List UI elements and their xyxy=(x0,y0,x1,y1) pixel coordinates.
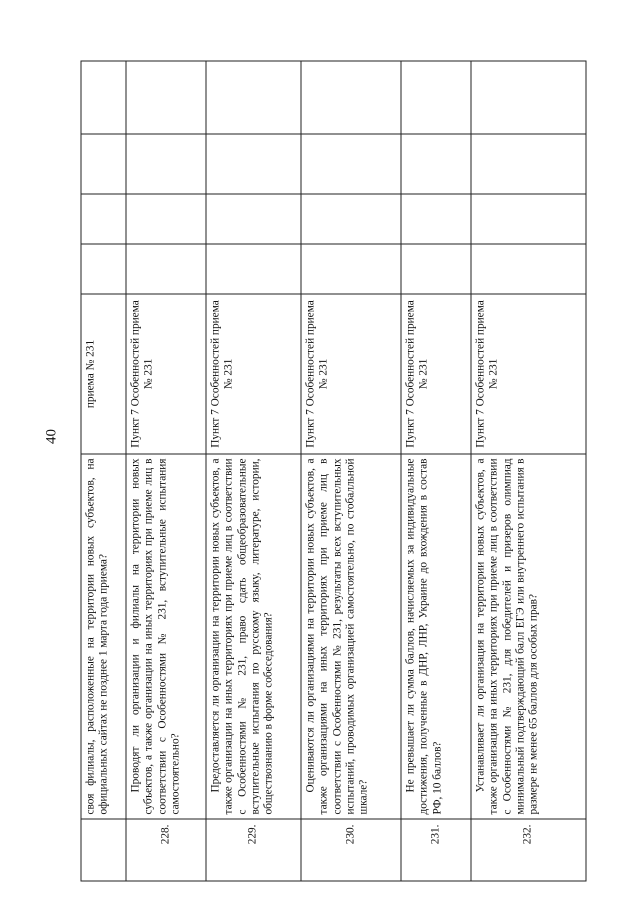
empty-cell xyxy=(471,134,586,194)
reference-cell-text: Пункт 7 Особенностей приема № 231 xyxy=(474,300,500,448)
row-number-cell xyxy=(81,819,126,881)
empty-cell xyxy=(206,134,301,194)
row-number-cell xyxy=(401,819,471,881)
empty-cell xyxy=(401,134,471,194)
question-cell xyxy=(206,454,301,819)
reference-cell-text: Пункт 7 Особенностей приема № 231 xyxy=(304,300,330,448)
page-number: 40 xyxy=(43,429,60,444)
question-cell xyxy=(471,454,586,819)
reference-cell-text: приема № 231 xyxy=(84,339,97,409)
table-row xyxy=(206,61,301,881)
question-cell-text: Проводят ли организации и филиалы на территории новых субъектов, а также организации на иных территориях при приеме лиц в соответствии с Особенностями № 231, вступительные испытания самостоятельно? xyxy=(129,458,182,815)
reference-cell xyxy=(126,294,206,454)
empty-cell xyxy=(126,61,206,134)
empty-cell xyxy=(301,61,401,134)
empty-cell xyxy=(126,244,206,294)
empty-cell xyxy=(471,244,586,294)
question-cell xyxy=(401,454,471,819)
table-row xyxy=(471,61,586,881)
row-number-cell xyxy=(126,819,206,881)
empty-cell xyxy=(81,134,126,194)
empty-cell xyxy=(81,244,126,294)
question-cell-text: Предоставляется ли организации на территории новых субъектов, а также организации на иных территориях при приеме лиц в соответствии с Особенностями № 231, право сдать общеобразовательные вступительные испытания по русскому языку, литературе, истории, обществознанию в форме собеседования? xyxy=(209,458,275,815)
empty-cell xyxy=(401,61,471,134)
reference-cell xyxy=(301,294,401,454)
empty-cell xyxy=(301,134,401,194)
reference-cell xyxy=(81,294,126,454)
empty-cell xyxy=(206,194,301,244)
question-cell-text: Не превышает ли сумма баллов, начисляемых за индивидуальные достижения, полученные в ДНР, ЛНР, Украине до вхождения в состав РФ, 10 баллов? xyxy=(404,458,444,815)
table-row xyxy=(81,61,126,881)
question-cell-text: своя филиалы, расположенные на территории новых субъектов, на официальных сайтах не позднее 1 марта года приема? xyxy=(84,458,110,815)
question-cell xyxy=(301,454,401,819)
table-row xyxy=(126,61,206,881)
question-cell-text: Устанавливает ли организация на территории новых субъектов, а также организация на иных территориях при приеме лиц в соответствии с Особенностями № 231, для победителей и призеров олимпиад минимальный подтверждающий балл ЕГЭ или внутреннего испытания в размере не менее 65 баллов для особых прав? xyxy=(474,458,540,815)
empty-cell xyxy=(301,194,401,244)
row-number-cell xyxy=(206,819,301,881)
reference-cell xyxy=(471,294,586,454)
question-cell xyxy=(81,454,126,819)
checklist-table xyxy=(81,61,587,882)
row-number-cell-text: 231. xyxy=(429,824,442,845)
table-row xyxy=(401,61,471,881)
empty-cell xyxy=(301,244,401,294)
empty-cell xyxy=(206,61,301,134)
reference-cell-text: Пункт 7 Особенностей приема № 231 xyxy=(404,300,430,448)
rotated-table-container xyxy=(81,62,586,882)
empty-cell xyxy=(126,194,206,244)
reference-cell-text: Пункт 7 Особенностей приема № 231 xyxy=(129,300,155,448)
row-number-cell-text: 232. xyxy=(521,824,534,845)
row-number-cell-text: 230. xyxy=(344,824,357,845)
row-number-cell-text: 229. xyxy=(246,824,259,845)
empty-cell xyxy=(206,244,301,294)
empty-cell xyxy=(126,134,206,194)
empty-cell xyxy=(401,244,471,294)
reference-cell xyxy=(206,294,301,454)
empty-cell xyxy=(471,194,586,244)
row-number-cell-text: 228. xyxy=(159,824,172,845)
table-row xyxy=(301,61,401,881)
empty-cell xyxy=(471,61,586,134)
empty-cell xyxy=(401,194,471,244)
reference-cell xyxy=(401,294,471,454)
reference-cell-text: Пункт 7 Особенностей приема № 231 xyxy=(209,300,235,448)
empty-cell xyxy=(81,61,126,134)
question-cell xyxy=(126,454,206,819)
question-cell-text: Оцениваются ли организациями на территории новых субъектов, а также организациями на иных территориях при приеме лиц в соответствии с Особенностями № 231, результаты всех вступительных испытаний, проводимых организацией самостоятельно, по стобалльной шкале? xyxy=(304,458,370,815)
empty-cell xyxy=(81,194,126,244)
row-number-cell xyxy=(301,819,401,881)
row-number-cell xyxy=(471,819,586,881)
